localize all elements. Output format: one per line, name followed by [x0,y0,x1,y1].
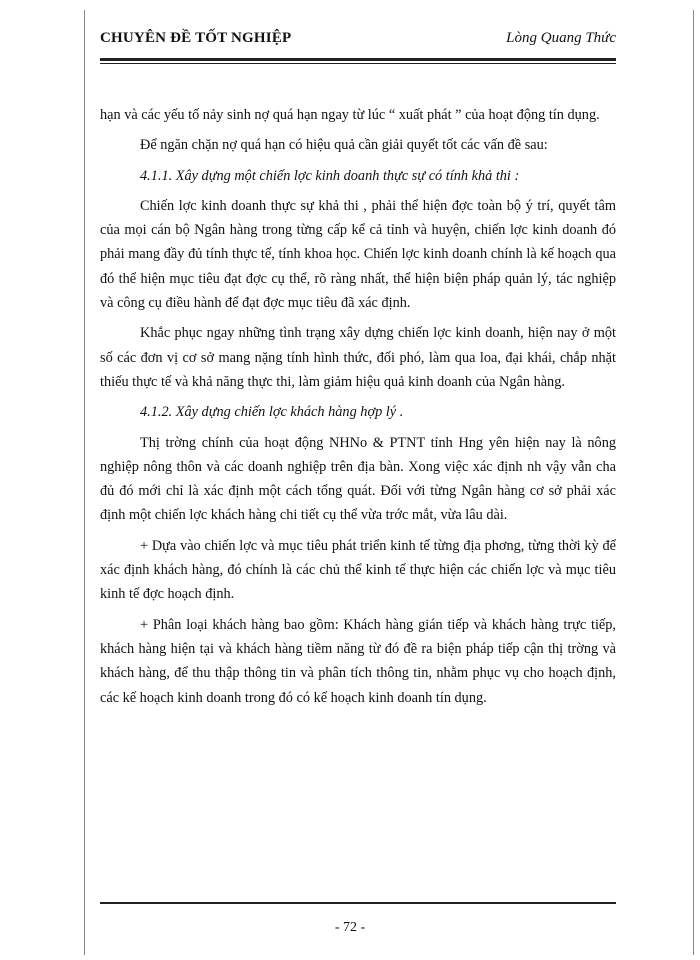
paragraph-continuation: hạn và các yếu tố nảy sinh nợ quá hạn ngay từ lúc “ xuất phát ” của hoạt động tín dụng. [100,107,600,123]
paragraph-market: Thị trờng chính của hoạt động NHNo & PTNT tỉnh Hng yên hiện nay là nông nghiệp nông thôn và các doanh nghiệp trên địa bàn. Xong việc xác định nh vậy vẫn cha đủ đó mới chỉ là xác định một cách tổng quát. Đối với từng Ngân hàng cơ sở phải xác định một chiến lợc khách hàng chi tiết cụ thể vừa trớc mắt, vừa lâu dài. [100,434,616,524]
paragraph-intro: Để ngăn chặn nợ quá hạn có hiệu quả cần giải quyết tốt các vấn đề sau: [140,137,548,154]
paragraph-strategy: Chiến lợc kinh doanh thực sự khả thi , phải thể hiện đợc toàn bộ ý trí, quyết tâm của mọi cán bộ Ngân hàng trong từng cấp kể cả tỉnh và huyện, chiến lợc kinh doanh đó phải mang đầy đủ tính thực tế, tính khoa học. Chiến lợc kinh doanh chính là kế hoạch qua đó thể hiện mục tiêu đạt đợc cụ thể, rõ ràng nhất, thể hiện biện pháp quản lý, tác nghiệp và công cụ điều hành để đạt đợc mục tiêu đã xác định. [100,197,616,312]
header-author: Lòng Quang Thức [506,30,616,46]
section-heading-4-1-1: 4.1.1. Xây dựng một chiến lợc kinh doanh thực sự có tính khả thi : [140,167,520,184]
header-title: CHUYÊN ĐỀ TỐT NGHIỆP [100,30,292,46]
footer-divider [100,902,616,904]
page-header [100,30,616,56]
header-divider-thin [100,63,616,64]
paragraph-bullet-2: + Phân loại khách hàng bao gồm: Khách hàng gián tiếp và khách hàng trực tiếp, khách hàng hiện tại và khách hàng tiềm năng từ đó đề ra biện pháp tiếp cận thị trờng và khách hàng, để thu thập thông tin và phân tích thông tin, nhằm phục vụ cho hoạch định, các kế hoạch kinh doanh trong đó có kế hoạch kinh doanh tín dụng. [100,616,616,706]
page-number: - 72 - [334,920,366,935]
section-heading-4-1-2: 4.1.2. Xây dựng chiến lợc khách hàng hợp lý . [140,404,404,421]
document-body [100,103,616,716]
header-divider [100,58,616,61]
paragraph-bullet-1: + Dựa vào chiến lợc và mục tiêu phát triển kinh tế từng địa phơng, từng thời kỳ để xác định khách hàng, đó chính là các chủ thể kinh tế thực hiện các chiến lợc và mục tiêu kinh tế đợc hoạch định. [100,537,616,603]
paragraph-remedy: Khắc phục ngay những tình trạng xây dựng chiến lợc kinh doanh, hiện nay ở một số các đơn vị cơ sở mang nặng tính hình thức, đối phó, làm qua loa, đại khái, chắp nhặt thiếu thực tế và khả năng thực thi, làm giảm hiệu quả kinh doanh của Ngân hàng. [100,325,616,390]
